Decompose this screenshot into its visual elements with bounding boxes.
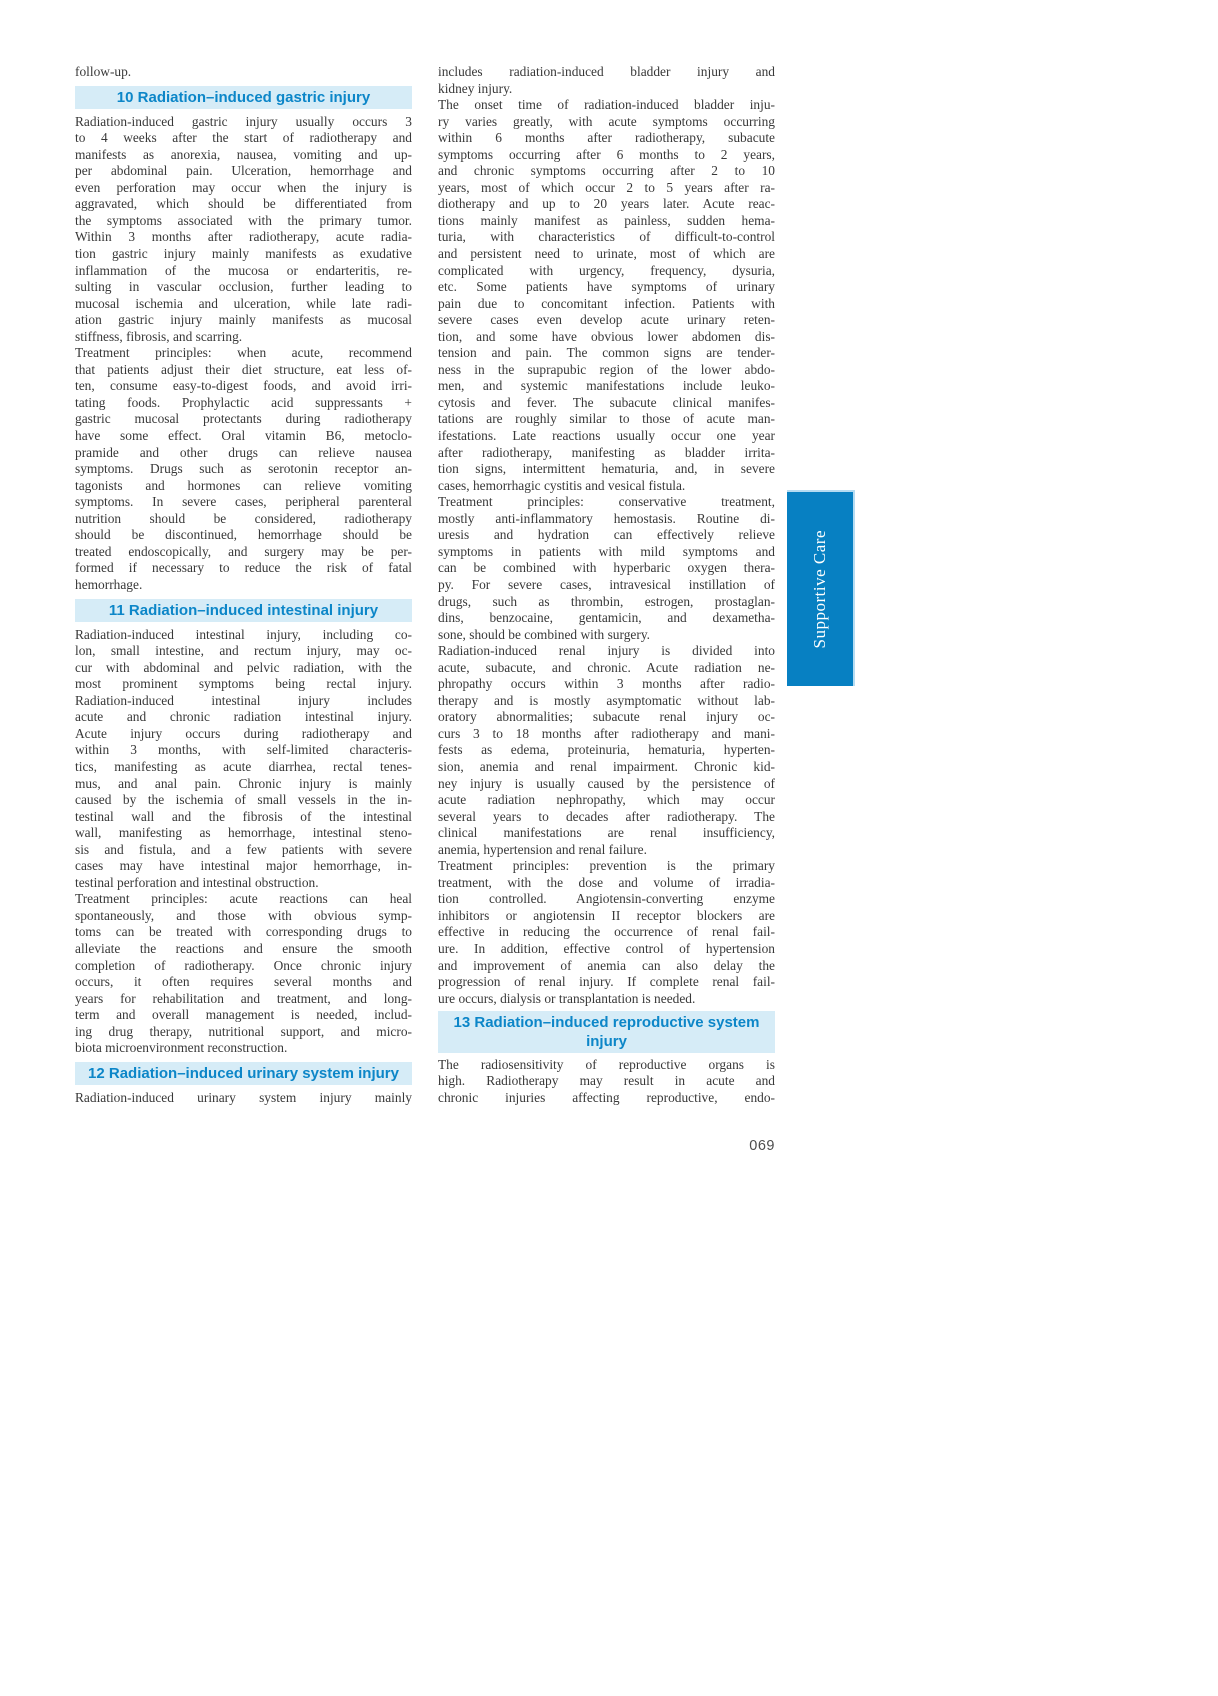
section-heading: [75, 1057, 412, 1090]
section-heading: [438, 1007, 775, 1057]
text-line: spontaneously, and those with obvious symp-: [75, 907, 412, 923]
text-line: kidney injury.: [438, 80, 513, 96]
text-line: wall, manifesting as hemorrhage, intestinal steno-: [75, 825, 412, 841]
section-heading-bar: 11 Radiation–induced intestinal injury: [75, 599, 412, 622]
text-line: testinal perforation and intestinal obstruction.: [75, 874, 319, 890]
text-line: cases may have intestinal major hemorrhage, in-: [75, 858, 412, 874]
text-line: testinal wall and the fibrosis of the intestinal: [75, 808, 412, 824]
tab-label: Supportive Care: [809, 529, 829, 649]
text-line: ney injury is usually caused by the persistence of: [438, 775, 775, 791]
supportive-care-tab: [787, 490, 855, 686]
text-line: The radiosensitivity of reproductive organs is: [438, 1056, 775, 1072]
text-line: uresis and hydration can effectively relieve: [438, 527, 775, 543]
text-line: drugs, such as thrombin, estrogen, prostaglan-: [438, 593, 775, 609]
text-line: alleviate the reactions and ensure the smooth: [75, 940, 412, 956]
text-line: Treatment principles: acute reactions can heal: [75, 891, 412, 907]
text-line: ure occurs, dialysis or transplantation is needed.: [438, 990, 696, 1006]
text-line: mucosal ischemia and ulceration, while late radi-: [75, 295, 412, 311]
text-line: several years to decades after radiotherapy. The: [438, 808, 775, 824]
text-line: and improvement of anemia can also delay the: [438, 957, 775, 973]
text-line: inhibitors or angiotensin II receptor blockers are: [438, 907, 775, 923]
paragraph: [75, 345, 412, 593]
text-line: phropathy occurs within 3 months after radio-: [438, 676, 775, 692]
text-line: follow-up.: [75, 64, 132, 79]
text-line: and persistent need to urinate, most of which are: [438, 246, 775, 262]
text-line: the symptoms associated with the primary tumor.: [75, 212, 412, 228]
text-line: tion signs, intermittent hematuria, and, in severe: [438, 461, 775, 477]
text-line: ure. In addition, effective control of hypertension: [438, 940, 775, 956]
text-line: manifests as anorexia, nausea, vomiting and up-: [75, 146, 412, 162]
text-line: cytosis and fever. The subacute clinical manifes-: [438, 394, 775, 410]
text-line: Treatment principles: conservative treatment,: [438, 494, 775, 510]
text-line: sis and fistula, and a few patients with severe: [75, 841, 412, 857]
text-line: curs 3 to 18 months after radiotherapy and mani-: [438, 725, 775, 741]
text-line: ness in the suprapubic region of the lower abdo-: [438, 361, 775, 377]
text-line: high. Radiotherapy may result in acute and: [438, 1073, 775, 1089]
section-heading-bar: 12 Radiation–induced urinary system injury: [75, 1062, 412, 1085]
text-line: tating foods. Prophylactic acid suppressants +: [75, 394, 412, 410]
text-line: pramide and other drugs can relieve nausea: [75, 444, 412, 460]
text-line: sion, anemia and renal impairment. Chronic kid-: [438, 758, 775, 774]
text-line: Treatment principles: when acute, recommend: [75, 345, 412, 361]
text-line: tations are roughly similar to those of acute man-: [438, 411, 775, 427]
paragraph: [438, 494, 775, 643]
text-line: acute and chronic radiation intestinal injury.: [75, 709, 412, 725]
text-line: acute radiation nephropathy, which may occur: [438, 792, 775, 808]
text-line: even perforation may occur when the injury is: [75, 179, 412, 195]
paragraph: [438, 64, 775, 97]
section-heading-bar: 13 Radiation–induced reproductive system injury: [438, 1011, 775, 1053]
text-line: effective in reducing the occurrence of renal fail-: [438, 924, 775, 940]
text-line: turia, with characteristics of difficult-to-control: [438, 229, 775, 245]
text-line: caused by the ischemia of small vessels in the in-: [75, 792, 412, 808]
text-line: to 4 weeks after the start of radiotherapy and: [75, 130, 412, 146]
text-line: biota microenvironment reconstruction.: [75, 1040, 288, 1056]
text-line: symptoms occurring after 6 months to 2 years,: [438, 146, 775, 162]
text-line: Radiation-induced urinary system injury mainly: [75, 1089, 412, 1105]
text-line: sone, should be combined with surgery.: [438, 626, 650, 642]
text-line: tics, manifesting as acute diarrhea, rectal tenes-: [75, 758, 412, 774]
text-line: completion of radiotherapy. Once chronic injury: [75, 957, 412, 973]
text-line: chronic injuries affecting reproductive, endo-: [438, 1089, 775, 1105]
text-line: ing drug therapy, nutritional support, and micro-: [75, 1023, 412, 1039]
text-line: should be discontinued, hemorrhage should be: [75, 527, 412, 543]
text-line: most prominent symptoms being rectal injury.: [75, 676, 412, 692]
text-line: after radiotherapy, manifesting as bladder irrita-: [438, 444, 775, 460]
text-line: py. For severe cases, intravesical instillation of: [438, 576, 775, 592]
text-line: etc. Some patients have symptoms of urinary: [438, 279, 775, 295]
text-line: inflammation of the mucosa or endarteritis, re-: [75, 262, 412, 278]
text-line: cases, hemorrhagic cystitis and vesical fistula.: [438, 477, 686, 493]
paragraph: [438, 1057, 775, 1107]
text-line: ifestations. Late reactions usually occur one year: [438, 428, 775, 444]
paragraph: [438, 97, 775, 494]
text-line: includes radiation-induced bladder injury and: [438, 64, 775, 79]
text-line: Radiation-induced intestinal injury, including co-: [75, 626, 412, 642]
text-line: symptoms in patients with mild symptoms and: [438, 543, 775, 559]
text-line: within 3 months, with self-limited characteris-: [75, 742, 412, 758]
text-line: dins, benzocaine, gentamicin, and dexametha-: [438, 610, 775, 626]
text-line: treatment, with the dose and volume of irradia-: [438, 874, 775, 890]
text-line: lon, small intestine, and rectum injury, may oc-: [75, 643, 412, 659]
text-line: tion gastric injury mainly manifests as exudative: [75, 246, 412, 262]
text-line: Radiation-induced intestinal injury includes: [75, 692, 412, 708]
text-line: ten, consume easy-to-digest foods, and avoid irri-: [75, 378, 412, 394]
paragraph: [438, 643, 775, 858]
text-line: men, and systemic manifestations include leuko-: [438, 378, 775, 394]
text-line: stiffness, fibrosis, and scarring.: [75, 328, 243, 344]
text-line: complicated with urgency, frequency, dysuria,: [438, 262, 775, 278]
text-line: that patients adjust their diet structure, eat less of-: [75, 361, 412, 377]
text-line: sulting in vascular occlusion, further leading to: [75, 279, 412, 295]
text-line: formed if necessary to reduce the risk of fatal: [75, 560, 412, 576]
section-heading: [75, 81, 412, 114]
paragraph: [75, 64, 412, 81]
right-column: [438, 64, 775, 1106]
text-line: years for rehabilitation and treatment, and long-: [75, 990, 412, 1006]
text-line: severe cases even develop acute urinary reten-: [438, 312, 775, 328]
text-line: have some effect. Oral vitamin B6, metoclo-: [75, 428, 412, 444]
text-line: acute, subacute, and chronic. Acute radiation ne-: [438, 659, 775, 675]
text-line: years, most of which occur 2 to 5 years after ra-: [438, 179, 775, 195]
text-line: anemia, hypertension and renal failure.: [438, 841, 647, 857]
text-line: symptoms. Drugs such as serotonin receptor an-: [75, 461, 412, 477]
text-line: pain due to concomitant infection. Patients with: [438, 295, 775, 311]
text-line: aggravated, which should be differentiated from: [75, 196, 412, 212]
paragraph: [75, 1090, 412, 1107]
paragraph: [75, 891, 412, 1056]
text-line: therapy and is mostly asymptomatic without lab-: [438, 692, 775, 708]
paragraph: [75, 114, 412, 346]
text-line: Acute injury occurs during radiotherapy and: [75, 725, 412, 741]
text-line: tions mainly manifest as painless, sudden hema-: [438, 212, 775, 228]
text-line: tagonists and hormones can relieve vomiting: [75, 477, 412, 493]
paragraph: [438, 858, 775, 1007]
text-line: term and overall management is needed, includ-: [75, 1007, 412, 1023]
text-line: treated endoscopically, and surgery may be per-: [75, 543, 412, 559]
text-line: ry varies greatly, with acute symptoms occurring: [438, 113, 775, 129]
text-line: fests as edema, proteinuria, hematuria, hyperten-: [438, 742, 775, 758]
text-line: per abdominal pain. Ulceration, hemorrhage and: [75, 163, 412, 179]
text-line: mostly anti-inflammatory hemostasis. Routine di-: [438, 510, 775, 526]
text-line: mus, and anal pain. Chronic injury is mainly: [75, 775, 412, 791]
text-line: Treatment principles: prevention is the primary: [438, 858, 775, 874]
text-line: tion controlled. Angiotensin-converting enzyme: [438, 891, 775, 907]
text-line: occurs, it often requires several months and: [75, 974, 412, 990]
text-line: diotherapy and up to 20 years later. Acute reac-: [438, 196, 775, 212]
text-line: clinical manifestations are renal insufficiency,: [438, 825, 775, 841]
text-line: ation gastric injury mainly manifests as mucosal: [75, 312, 412, 328]
text-line: within 6 months after radiotherapy, subacute: [438, 130, 775, 146]
text-line: nutrition should be considered, radiotherapy: [75, 510, 412, 526]
section-heading-bar: 10 Radiation–induced gastric injury: [75, 86, 412, 109]
text-line: toms can be treated with corresponding drugs to: [75, 924, 412, 940]
text-line: The onset time of radiation-induced bladder inju-: [438, 97, 775, 113]
left-column: [75, 64, 412, 1106]
text-line: tension and pain. The common signs are tender-: [438, 345, 775, 361]
text-line: hemorrhage.: [75, 576, 143, 592]
text-line: and chronic symptoms occurring after 2 to 10: [438, 163, 775, 179]
text-line: Radiation-induced gastric injury usually occurs 3: [75, 113, 412, 129]
text-line: Within 3 months after radiotherapy, acute radia-: [75, 229, 412, 245]
text-line: progression of renal injury. If complete renal fail-: [438, 974, 775, 990]
text-line: can be combined with hyperbaric oxygen thera-: [438, 560, 775, 576]
text-line: Radiation-induced renal injury is divided into: [438, 643, 775, 659]
page-number: 069: [749, 1138, 775, 1154]
text-line: gastric mucosal protectants during radiotherapy: [75, 411, 412, 427]
text-line: cur with abdominal and pelvic radiation, with the: [75, 659, 412, 675]
text-line: symptoms. In severe cases, peripheral parenteral: [75, 494, 412, 510]
paragraph: [75, 627, 412, 892]
text-line: tion, and some have obvious lower abdomen dis-: [438, 328, 775, 344]
text-line: oratory abnormalities; subacute renal injury oc-: [438, 709, 775, 725]
section-heading: [75, 594, 412, 627]
